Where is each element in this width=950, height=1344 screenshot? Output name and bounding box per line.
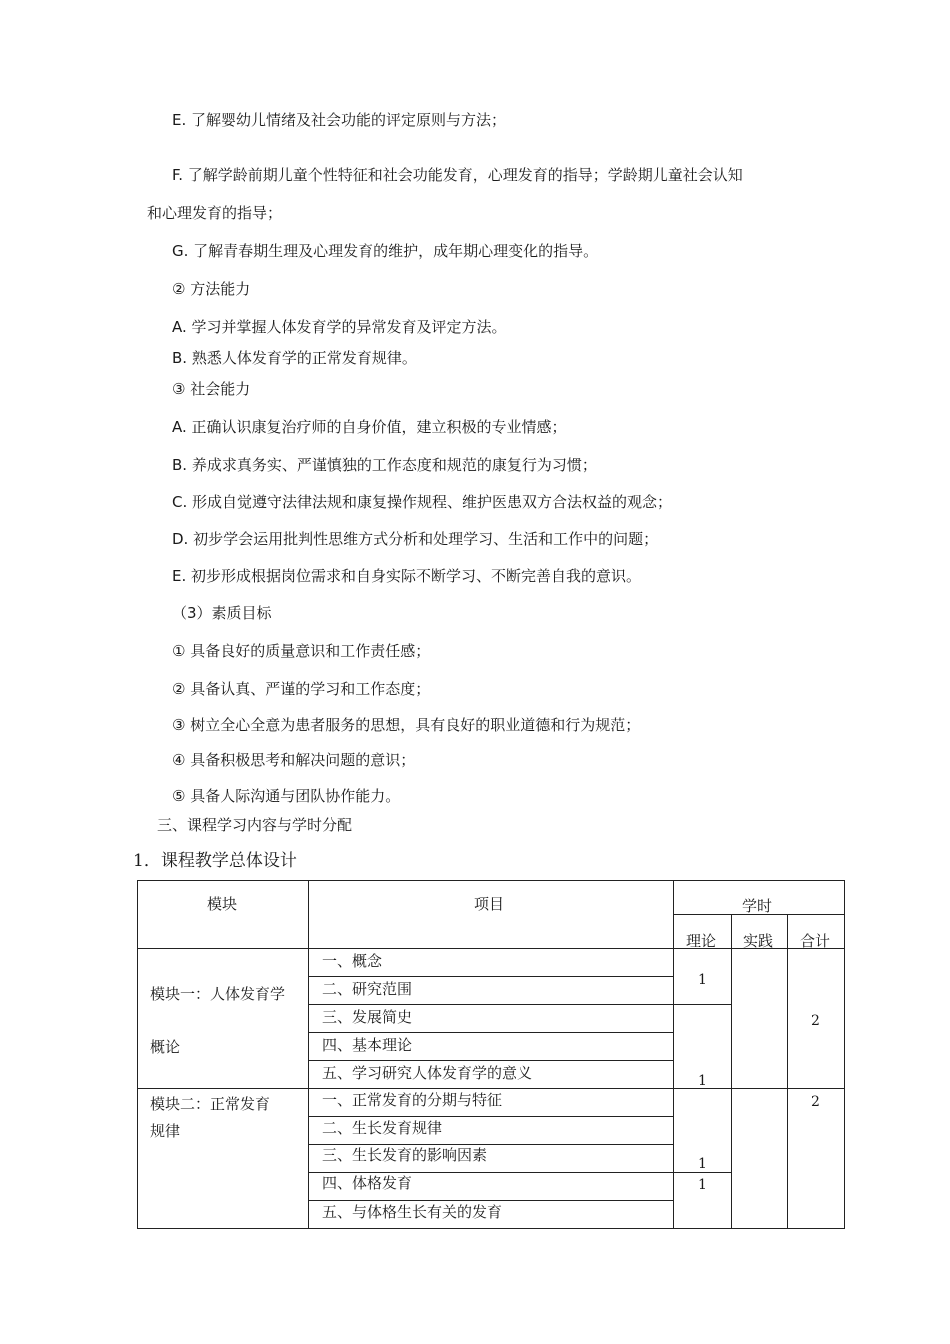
- heading-social-ability: ③ 社会能力: [172, 380, 251, 398]
- module2-total: 2: [811, 1094, 820, 1110]
- module2-item-4: 四、体格发育: [322, 1174, 413, 1192]
- objective-f-line2: 和心理发育的指导；: [147, 204, 283, 222]
- heading-method-ability: ② 方法能力: [172, 280, 251, 298]
- module1-theory-1: 1: [698, 972, 707, 988]
- header-hours: 学时: [742, 897, 773, 915]
- module1-practice-cell: [731, 948, 788, 1089]
- method-a: A. 学习并掌握人体发育学的异常发育及评定方法。: [172, 318, 507, 336]
- subsection-1-title: 1．课程教学总体设计: [133, 851, 297, 871]
- module1-item-5: 五、学习研究人体发育学的意义: [322, 1064, 533, 1082]
- module2-label-b: 规律: [150, 1122, 181, 1140]
- module1-total: 2: [811, 1013, 820, 1029]
- quality-2: ② 具备认真、严谨的学习和工作态度；: [172, 680, 431, 698]
- social-a: A. 正确认识康复治疗师的自身价值，建立积极的专业情感；: [172, 418, 567, 436]
- social-e: E. 初步形成根据岗位需求和自身实际不断学习、不断完善自我的意识。: [172, 567, 642, 585]
- module1-item-4: 四、基本理论: [322, 1036, 413, 1054]
- header-total: 合计: [800, 932, 831, 950]
- quality-4: ④ 具备积极思考和解决问题的意识；: [172, 751, 416, 769]
- header-theory: 理论: [686, 932, 717, 950]
- module2-theory-1: 1: [698, 1156, 707, 1172]
- module1-item-1: 一、概念: [322, 952, 383, 970]
- course-design-table: [137, 880, 845, 1229]
- module2-label-a: 模块二：正常发育: [150, 1095, 271, 1113]
- module1-cell: [137, 948, 309, 1089]
- heading-quality-goals: （3）素质目标: [172, 604, 272, 622]
- module1-theory-2: 1: [698, 1073, 707, 1089]
- social-b: B. 养成求真务实、严谨慎独的工作态度和规范的康复行为习惯；: [172, 456, 597, 474]
- objective-e-emotion: E. 了解婴幼儿情绪及社会功能的评定原则与方法；: [172, 111, 507, 129]
- module2-item-5: 五、与体格生长有关的发育: [322, 1203, 503, 1221]
- social-c: C. 形成自觉遵守法律法规和康复操作规程、维护医患双方合法权益的观念；: [172, 493, 673, 511]
- module1-item-3: 三、发展简史: [322, 1008, 413, 1026]
- module2-item-1: 一、正常发育的分期与特征: [322, 1091, 503, 1109]
- quality-3: ③ 树立全心全意为患者服务的思想，具有良好的职业道德和行为规范；: [172, 716, 641, 734]
- method-b: B. 熟悉人体发育学的正常发育规律。: [172, 349, 417, 367]
- quality-5: ⑤ 具备人际沟通与团队协作能力。: [172, 787, 401, 805]
- header-module-cell: [137, 880, 309, 949]
- objective-g: G. 了解青春期生理及心理发育的维护，成年期心理变化的指导。: [172, 242, 599, 260]
- module2-practice-cell: [731, 1088, 788, 1229]
- module1-label-a: 模块一：人体发育学: [150, 985, 286, 1003]
- module1-label-b: 概论: [150, 1038, 181, 1056]
- header-item-cell: [308, 880, 674, 949]
- section-3-title: 三、课程学习内容与学时分配: [157, 816, 353, 834]
- header-module: 模块: [207, 895, 238, 913]
- quality-1: ① 具备良好的质量意识和工作责任感；: [172, 642, 431, 660]
- header-item: 项目: [474, 895, 505, 913]
- objective-f-line1: F. 了解学龄前期儿童个性特征和社会功能发育，心理发育的指导；学龄期儿童社会认知: [172, 166, 743, 184]
- module2-item-2: 二、生长发育规律: [322, 1119, 443, 1137]
- module2-theory-2: 1: [698, 1177, 707, 1193]
- module1-item-2: 二、研究范围: [322, 980, 413, 998]
- social-d: D. 初步学会运用批判性思维方式分析和处理学习、生活和工作中的问题；: [172, 530, 659, 548]
- module2-item-3: 三、生长发育的影响因素: [322, 1146, 488, 1164]
- header-practice: 实践: [743, 932, 774, 950]
